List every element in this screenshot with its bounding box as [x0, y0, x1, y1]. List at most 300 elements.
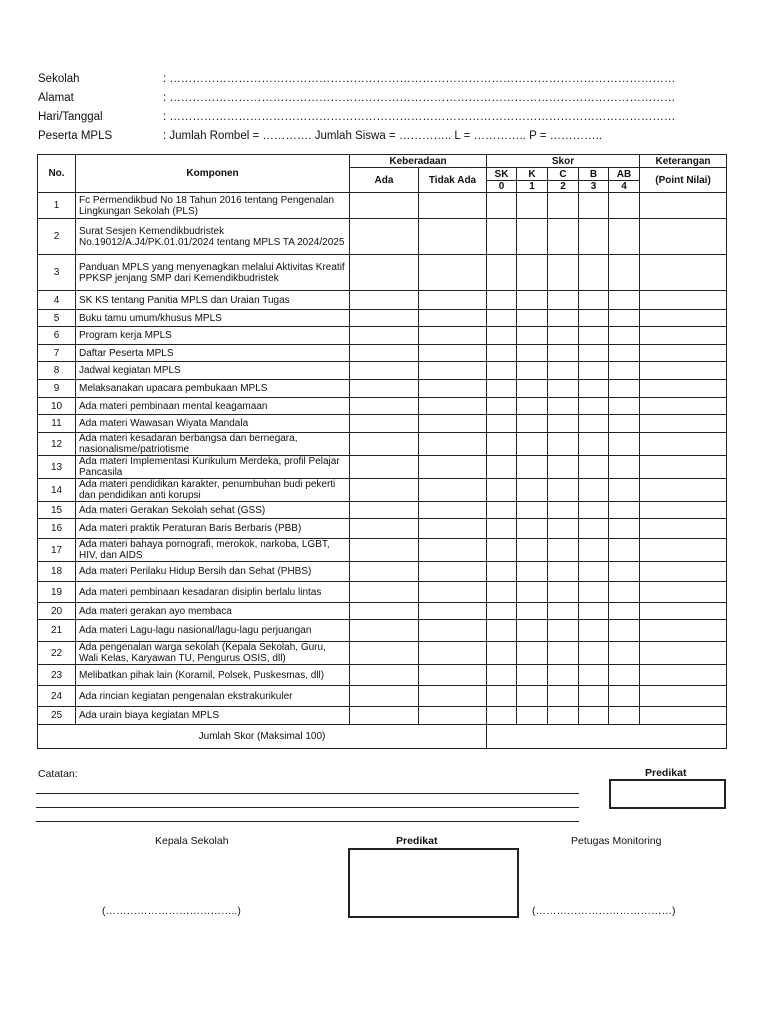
- skor-ab-cell[interactable]: [609, 603, 640, 620]
- skor-sk-cell[interactable]: [487, 193, 517, 219]
- skor-c-cell[interactable]: [548, 380, 579, 398]
- tidak-ada-cell[interactable]: [419, 398, 487, 415]
- tidak-ada-cell[interactable]: [419, 219, 487, 255]
- header-label: Hari/Tanggal: [38, 111, 103, 123]
- skor-sk-cell[interactable]: [487, 665, 517, 686]
- skor-k-cell[interactable]: [517, 665, 548, 686]
- tidak-ada-cell[interactable]: [419, 415, 487, 433]
- table-row: [38, 562, 727, 582]
- skor-k-cell[interactable]: [517, 255, 548, 291]
- header-value: : ……………………………………………………………………………………………………………………: [163, 73, 676, 85]
- skor-k-cell[interactable]: [517, 603, 548, 620]
- ada-cell[interactable]: [350, 456, 419, 479]
- skor-ab-cell[interactable]: [609, 582, 640, 603]
- skor-k-cell[interactable]: [517, 539, 548, 562]
- catatan-line-3: [36, 821, 579, 822]
- keterangan-cell[interactable]: [640, 603, 727, 620]
- skor-b-cell[interactable]: [579, 603, 609, 620]
- skor-ab-cell[interactable]: [609, 362, 640, 380]
- row-komponen: Ada materi Gerakan Sekolah sehat (GSS): [76, 502, 350, 519]
- keterangan-cell[interactable]: [640, 345, 727, 362]
- row-number: 3: [38, 255, 76, 291]
- table-row: [38, 380, 727, 398]
- keterangan-cell[interactable]: [640, 707, 727, 725]
- tidak-ada-cell[interactable]: [419, 519, 487, 539]
- skor-ab-cell[interactable]: [609, 686, 640, 707]
- skor-ab-cell[interactable]: [609, 291, 640, 310]
- row-number: 4: [38, 291, 76, 310]
- ada-cell[interactable]: [350, 582, 419, 603]
- skor-b-cell[interactable]: [579, 456, 609, 479]
- ada-cell[interactable]: [350, 620, 419, 642]
- skor-b-cell[interactable]: [579, 502, 609, 519]
- skor-k-cell[interactable]: [517, 456, 548, 479]
- skor-ab-cell[interactable]: [609, 502, 640, 519]
- skor-k-cell[interactable]: [517, 380, 548, 398]
- header-label: Alamat: [38, 92, 74, 104]
- skor-c-cell[interactable]: [548, 345, 579, 362]
- skor-sk-cell[interactable]: [487, 642, 517, 665]
- skor-k-cell[interactable]: [517, 707, 548, 725]
- header-label: Peserta MPLS: [38, 130, 113, 142]
- skor-k-cell[interactable]: [517, 562, 548, 582]
- tidak-ada-cell[interactable]: [419, 665, 487, 686]
- row-number: 17: [38, 539, 76, 562]
- predikat-box-center[interactable]: [348, 848, 519, 918]
- catatan-line-2: [36, 807, 579, 808]
- skor-c-cell[interactable]: [548, 398, 579, 415]
- skor-sk-cell[interactable]: [487, 479, 517, 502]
- skor-c-cell[interactable]: [548, 219, 579, 255]
- skor-k-cell[interactable]: [517, 345, 548, 362]
- tidak-ada-cell[interactable]: [419, 327, 487, 345]
- table-row: [38, 456, 727, 479]
- table-row: [38, 255, 727, 291]
- skor-c-cell[interactable]: [548, 310, 579, 327]
- skor-sk-cell[interactable]: [487, 398, 517, 415]
- skor-b-cell[interactable]: [579, 642, 609, 665]
- skor-ab-cell[interactable]: [609, 642, 640, 665]
- skor-c-cell[interactable]: [548, 603, 579, 620]
- ada-cell[interactable]: [350, 539, 419, 562]
- row-number: 7: [38, 345, 76, 362]
- row-komponen: Ada materi pendidikan karakter, penumbuhan budi pekerti dan pendidikan anti korupsi: [76, 479, 350, 502]
- skor-ab-cell[interactable]: [609, 380, 640, 398]
- row-komponen: Ada rincian kegiatan pengenalan ekstrakurikuler: [76, 686, 350, 707]
- row-komponen: Ada materi Perilaku Hidup Bersih dan Sehat (PHBS): [76, 562, 350, 582]
- row-komponen: Ada materi Wawasan Wiyata Mandala: [76, 415, 350, 433]
- skor-value-3: 3: [579, 181, 609, 193]
- col-keberadaan-header: Keberadaan: [350, 155, 487, 168]
- row-number: 12: [38, 433, 76, 456]
- skor-k-cell[interactable]: [517, 398, 548, 415]
- tidak-ada-cell[interactable]: [419, 362, 487, 380]
- signature-line-kepala: (………………………………..): [102, 905, 241, 917]
- ada-cell[interactable]: [350, 291, 419, 310]
- skor-k-cell[interactable]: [517, 620, 548, 642]
- predikat-box-right[interactable]: [609, 779, 726, 809]
- skor-b-cell[interactable]: [579, 620, 609, 642]
- table-row: [38, 219, 727, 255]
- keterangan-cell[interactable]: [640, 310, 727, 327]
- keterangan-cell[interactable]: [640, 398, 727, 415]
- skor-ab-cell[interactable]: [609, 519, 640, 539]
- table-row: [38, 539, 727, 562]
- skor-sk-cell[interactable]: [487, 255, 517, 291]
- keterangan-cell[interactable]: [640, 327, 727, 345]
- skor-c-cell[interactable]: [548, 362, 579, 380]
- skor-k-cell[interactable]: [517, 327, 548, 345]
- skor-ab-cell[interactable]: [609, 665, 640, 686]
- skor-c-cell[interactable]: [548, 620, 579, 642]
- ada-cell[interactable]: [350, 219, 419, 255]
- tidak-ada-cell[interactable]: [419, 603, 487, 620]
- skor-c-cell[interactable]: [548, 539, 579, 562]
- skor-ab-cell[interactable]: [609, 539, 640, 562]
- skor-b-cell[interactable]: [579, 686, 609, 707]
- col-komponen-header: Komponen: [76, 155, 350, 193]
- keterangan-cell[interactable]: [640, 519, 727, 539]
- skor-c-cell[interactable]: [548, 193, 579, 219]
- skor-sk-cell[interactable]: [487, 539, 517, 562]
- col-keterangan-header: Keterangan: [640, 155, 727, 168]
- ada-cell[interactable]: [350, 603, 419, 620]
- skor-b-cell[interactable]: [579, 291, 609, 310]
- skor-sk-cell[interactable]: [487, 620, 517, 642]
- row-number: 15: [38, 502, 76, 519]
- row-number: 2: [38, 219, 76, 255]
- skor-b-cell[interactable]: [579, 582, 609, 603]
- header-label: Sekolah: [38, 73, 80, 85]
- ada-cell[interactable]: [350, 345, 419, 362]
- keterangan-cell[interactable]: [640, 502, 727, 519]
- keterangan-cell[interactable]: [640, 255, 727, 291]
- skor-ab-cell[interactable]: [609, 562, 640, 582]
- skor-sk-cell[interactable]: [487, 291, 517, 310]
- ada-cell[interactable]: [350, 433, 419, 456]
- keterangan-cell[interactable]: [640, 456, 727, 479]
- skor-c-cell[interactable]: [548, 433, 579, 456]
- signature-line-petugas: (…………………………………): [532, 905, 676, 917]
- skor-k-cell[interactable]: [517, 479, 548, 502]
- row-number: 25: [38, 707, 76, 725]
- skor-c-cell[interactable]: [548, 642, 579, 665]
- row-number: 5: [38, 310, 76, 327]
- skor-sk-cell[interactable]: [487, 327, 517, 345]
- row-number: 6: [38, 327, 76, 345]
- skor-ab-cell[interactable]: [609, 433, 640, 456]
- table-row: [38, 502, 727, 519]
- skor-sk-cell[interactable]: [487, 380, 517, 398]
- row-number: 19: [38, 582, 76, 603]
- skor-k-cell[interactable]: [517, 642, 548, 665]
- ada-cell[interactable]: [350, 327, 419, 345]
- skor-ab-cell[interactable]: [609, 456, 640, 479]
- row-komponen: Program kerja MPLS: [76, 327, 350, 345]
- ada-cell[interactable]: [350, 415, 419, 433]
- table-row: [38, 519, 727, 539]
- skor-c-cell[interactable]: [548, 519, 579, 539]
- skor-ab-cell[interactable]: [609, 398, 640, 415]
- col-skor-header: Skor: [487, 155, 640, 168]
- skor-c-cell[interactable]: [548, 291, 579, 310]
- tidak-ada-cell[interactable]: [419, 562, 487, 582]
- total-row: [38, 725, 727, 749]
- predikat-label-center: Predikat: [396, 835, 438, 847]
- skor-value-1: 1: [517, 181, 548, 193]
- row-number: 16: [38, 519, 76, 539]
- row-komponen: Ada materi bahaya pornografi, merokok, narkoba, LGBT, HIV, dan AIDS: [76, 539, 350, 562]
- catatan-label: Catatan:: [38, 768, 78, 780]
- skor-c-cell[interactable]: [548, 415, 579, 433]
- col-tidak-ada-header: Tidak Ada: [419, 168, 487, 193]
- tidak-ada-cell[interactable]: [419, 456, 487, 479]
- tidak-ada-cell[interactable]: [419, 707, 487, 725]
- skor-k-cell[interactable]: [517, 502, 548, 519]
- tidak-ada-cell[interactable]: [419, 291, 487, 310]
- header-value: : Jumlah Rombel = …………. Jumlah Siswa = ………….. L = ………….. P = …………..: [163, 130, 603, 142]
- skor-sk-cell[interactable]: [487, 456, 517, 479]
- skor-value-2: 2: [548, 181, 579, 193]
- skor-sk-cell[interactable]: [487, 686, 517, 707]
- skor-b-cell[interactable]: [579, 562, 609, 582]
- row-komponen: Ada materi Implementasi Kurikulum Merdeka, profil Pelajar Pancasila: [76, 456, 350, 479]
- total-score-cell[interactable]: [487, 725, 727, 749]
- skor-b-cell[interactable]: [579, 415, 609, 433]
- table-row: [38, 291, 727, 310]
- table-row: [38, 398, 727, 415]
- row-number: 14: [38, 479, 76, 502]
- tidak-ada-cell[interactable]: [419, 582, 487, 603]
- ada-cell[interactable]: [350, 707, 419, 725]
- tidak-ada-cell[interactable]: [419, 345, 487, 362]
- row-komponen: SK KS tentang Panitia MPLS dan Uraian Tugas: [76, 291, 350, 310]
- skor-ab-cell[interactable]: [609, 479, 640, 502]
- keterangan-cell[interactable]: [640, 433, 727, 456]
- keterangan-cell[interactable]: [640, 415, 727, 433]
- ada-cell[interactable]: [350, 193, 419, 219]
- skor-b-cell[interactable]: [579, 539, 609, 562]
- skor-c-cell[interactable]: [548, 456, 579, 479]
- row-komponen: Melibatkan pihak lain (Koramil, Polsek, Puskesmas, dll): [76, 665, 350, 686]
- skor-c-cell[interactable]: [548, 686, 579, 707]
- skor-sk-cell[interactable]: [487, 603, 517, 620]
- table-row: [38, 686, 727, 707]
- table-row: [38, 707, 727, 725]
- col-no-header: No.: [38, 155, 76, 193]
- skor-k-cell[interactable]: [517, 219, 548, 255]
- ada-cell[interactable]: [350, 255, 419, 291]
- skor-k-cell[interactable]: [517, 415, 548, 433]
- skor-grade-c: C: [548, 168, 579, 181]
- row-number: 20: [38, 603, 76, 620]
- row-number: 13: [38, 456, 76, 479]
- row-komponen: Ada urain biaya kegiatan MPLS: [76, 707, 350, 725]
- keterangan-cell[interactable]: [640, 291, 727, 310]
- skor-b-cell[interactable]: [579, 398, 609, 415]
- skor-k-cell[interactable]: [517, 362, 548, 380]
- row-number: 1: [38, 193, 76, 219]
- ada-cell[interactable]: [350, 642, 419, 665]
- col-point-nilai-header: (Point Nilai): [640, 168, 727, 193]
- keterangan-cell[interactable]: [640, 642, 727, 665]
- skor-grade-b: B: [579, 168, 609, 181]
- row-number: 9: [38, 380, 76, 398]
- keterangan-cell[interactable]: [640, 539, 727, 562]
- row-komponen: Fc Permendikbud No 18 Tahun 2016 tentang Pengenalan Lingkungan Sekolah (PLS): [76, 193, 350, 219]
- skor-k-cell[interactable]: [517, 310, 548, 327]
- skor-ab-cell[interactable]: [609, 193, 640, 219]
- ada-cell[interactable]: [350, 310, 419, 327]
- tidak-ada-cell[interactable]: [419, 255, 487, 291]
- skor-sk-cell[interactable]: [487, 310, 517, 327]
- table-row: [38, 620, 727, 642]
- table-row: [38, 603, 727, 620]
- keterangan-cell[interactable]: [640, 219, 727, 255]
- keterangan-cell[interactable]: [640, 582, 727, 603]
- ada-cell[interactable]: [350, 398, 419, 415]
- skor-b-cell[interactable]: [579, 362, 609, 380]
- skor-sk-cell[interactable]: [487, 502, 517, 519]
- skor-b-cell[interactable]: [579, 193, 609, 219]
- keterangan-cell[interactable]: [640, 193, 727, 219]
- skor-b-cell[interactable]: [579, 479, 609, 502]
- tidak-ada-cell[interactable]: [419, 380, 487, 398]
- skor-c-cell[interactable]: [548, 479, 579, 502]
- keterangan-cell[interactable]: [640, 686, 727, 707]
- row-number: 8: [38, 362, 76, 380]
- keterangan-cell[interactable]: [640, 479, 727, 502]
- ada-cell[interactable]: [350, 665, 419, 686]
- row-komponen: Panduan MPLS yang menyenagkan melalui Aktivitas Kreatif PPKSP jenjang SMP dari Kemendikbudristek: [76, 255, 350, 291]
- skor-ab-cell[interactable]: [609, 327, 640, 345]
- skor-ab-cell[interactable]: [609, 345, 640, 362]
- skor-b-cell[interactable]: [579, 327, 609, 345]
- table-row: [38, 310, 727, 327]
- tidak-ada-cell[interactable]: [419, 502, 487, 519]
- skor-b-cell[interactable]: [579, 707, 609, 725]
- skor-c-cell[interactable]: [548, 502, 579, 519]
- skor-k-cell[interactable]: [517, 686, 548, 707]
- skor-c-cell[interactable]: [548, 255, 579, 291]
- table-row: [38, 665, 727, 686]
- row-komponen: Ada materi pembinaan mental keagamaan: [76, 398, 350, 415]
- skor-sk-cell[interactable]: [487, 219, 517, 255]
- keterangan-cell[interactable]: [640, 380, 727, 398]
- skor-c-cell[interactable]: [548, 707, 579, 725]
- row-komponen: Jadwal kegiatan MPLS: [76, 362, 350, 380]
- tidak-ada-cell[interactable]: [419, 479, 487, 502]
- ada-cell[interactable]: [350, 479, 419, 502]
- skor-sk-cell[interactable]: [487, 433, 517, 456]
- tidak-ada-cell[interactable]: [419, 686, 487, 707]
- tidak-ada-cell[interactable]: [419, 539, 487, 562]
- row-number: 11: [38, 415, 76, 433]
- keterangan-cell[interactable]: [640, 620, 727, 642]
- skor-sk-cell[interactable]: [487, 415, 517, 433]
- ada-cell[interactable]: [350, 562, 419, 582]
- col-ada-header: Ada: [350, 168, 419, 193]
- row-komponen: Ada materi praktik Peraturan Baris Berbaris (PBB): [76, 519, 350, 539]
- keterangan-cell[interactable]: [640, 562, 727, 582]
- total-label: Jumlah Skor (Maksimal 100): [38, 725, 487, 749]
- row-komponen: Daftar Peserta MPLS: [76, 345, 350, 362]
- skor-b-cell[interactable]: [579, 345, 609, 362]
- tidak-ada-cell[interactable]: [419, 620, 487, 642]
- tidak-ada-cell[interactable]: [419, 193, 487, 219]
- row-number: 24: [38, 686, 76, 707]
- header-value: : ……………………………………………………………………………………………………………………: [163, 92, 676, 104]
- row-number: 22: [38, 642, 76, 665]
- skor-b-cell[interactable]: [579, 380, 609, 398]
- row-komponen: Buku tamu umum/khusus MPLS: [76, 310, 350, 327]
- skor-k-cell[interactable]: [517, 519, 548, 539]
- table-row: [38, 479, 727, 502]
- skor-sk-cell[interactable]: [487, 362, 517, 380]
- skor-sk-cell[interactable]: [487, 707, 517, 725]
- skor-c-cell[interactable]: [548, 582, 579, 603]
- skor-b-cell[interactable]: [579, 310, 609, 327]
- skor-k-cell[interactable]: [517, 193, 548, 219]
- skor-ab-cell[interactable]: [609, 620, 640, 642]
- skor-k-cell[interactable]: [517, 433, 548, 456]
- row-number: 18: [38, 562, 76, 582]
- skor-k-cell[interactable]: [517, 291, 548, 310]
- skor-ab-cell[interactable]: [609, 415, 640, 433]
- ada-cell[interactable]: [350, 380, 419, 398]
- skor-sk-cell[interactable]: [487, 582, 517, 603]
- ada-cell[interactable]: [350, 519, 419, 539]
- ada-cell[interactable]: [350, 686, 419, 707]
- table-row: [38, 433, 727, 456]
- skor-b-cell[interactable]: [579, 519, 609, 539]
- skor-b-cell[interactable]: [579, 433, 609, 456]
- skor-b-cell[interactable]: [579, 219, 609, 255]
- skor-b-cell[interactable]: [579, 255, 609, 291]
- skor-c-cell[interactable]: [548, 562, 579, 582]
- tidak-ada-cell[interactable]: [419, 310, 487, 327]
- skor-c-cell[interactable]: [548, 327, 579, 345]
- tidak-ada-cell[interactable]: [419, 642, 487, 665]
- row-number: 10: [38, 398, 76, 415]
- skor-sk-cell[interactable]: [487, 562, 517, 582]
- table-row: [38, 642, 727, 665]
- skor-sk-cell[interactable]: [487, 519, 517, 539]
- skor-ab-cell[interactable]: [609, 310, 640, 327]
- keterangan-cell[interactable]: [640, 362, 727, 380]
- row-komponen: Surat Sesjen Kemendikbudristek No.19012/A.J4/PK.01.01/2024 tentang MPLS TA 2024/2025: [76, 219, 350, 255]
- monitoring-table: [37, 154, 727, 749]
- ada-cell[interactable]: [350, 362, 419, 380]
- skor-grade-k: K: [517, 168, 548, 181]
- skor-k-cell[interactable]: [517, 582, 548, 603]
- skor-value-0: 0: [487, 181, 517, 193]
- table-row: [38, 362, 727, 380]
- keterangan-cell[interactable]: [640, 665, 727, 686]
- skor-b-cell[interactable]: [579, 665, 609, 686]
- petugas-monitoring-label: Petugas Monitoring: [571, 835, 662, 847]
- header-value: : ……………………………………………………………………………………………………………………: [163, 111, 676, 123]
- tidak-ada-cell[interactable]: [419, 433, 487, 456]
- ada-cell[interactable]: [350, 502, 419, 519]
- skor-ab-cell[interactable]: [609, 219, 640, 255]
- catatan-line-1: [36, 793, 579, 794]
- row-komponen: Ada materi pembinaan kesadaran disiplin berlalu lintas: [76, 582, 350, 603]
- skor-ab-cell[interactable]: [609, 255, 640, 291]
- skor-sk-cell[interactable]: [487, 345, 517, 362]
- skor-ab-cell[interactable]: [609, 707, 640, 725]
- skor-c-cell[interactable]: [548, 665, 579, 686]
